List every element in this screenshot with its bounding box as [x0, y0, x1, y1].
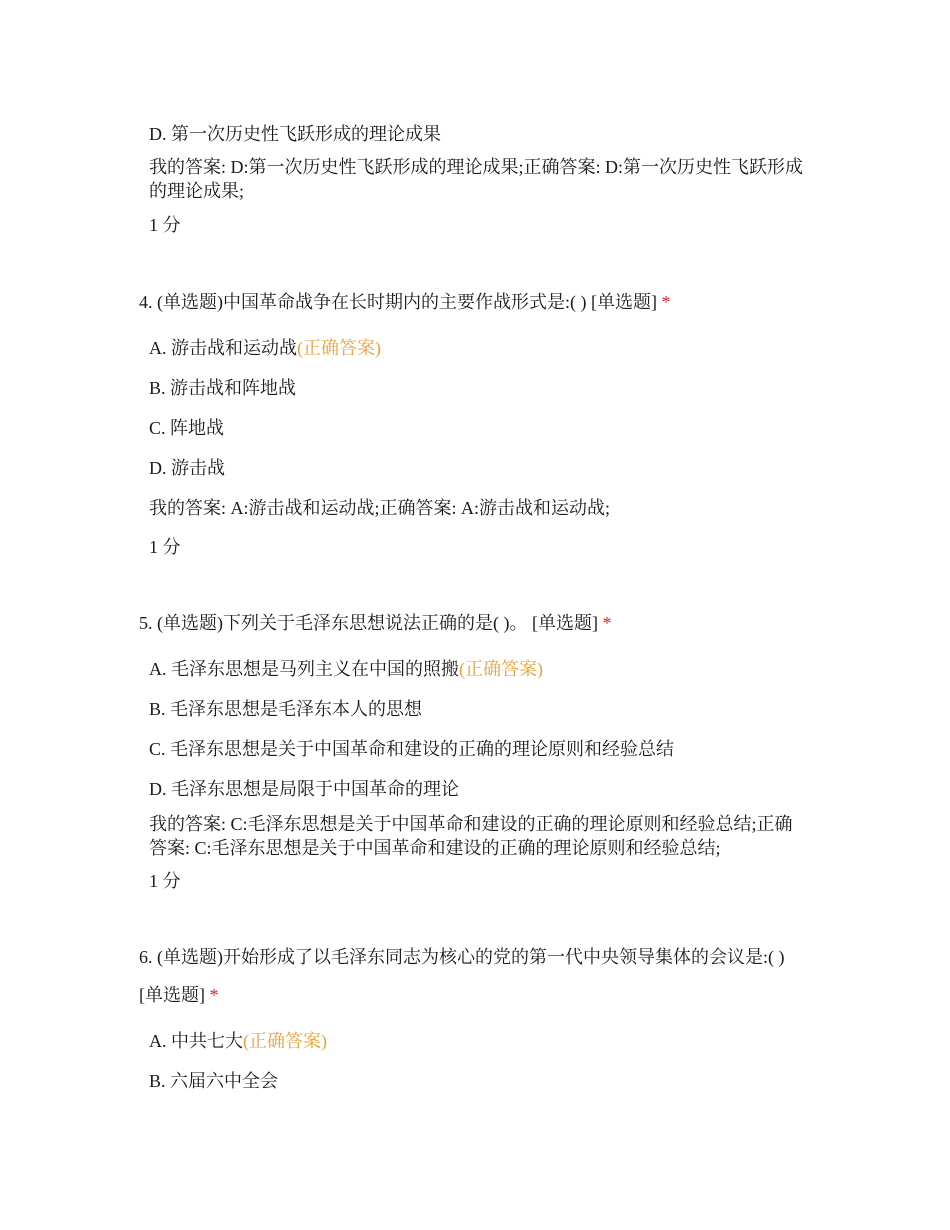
q4-option-d-text: D. 游击战: [149, 458, 225, 478]
q6-title-text-2: [单选题]: [139, 985, 210, 1005]
q5-option-d: [149, 777, 459, 801]
q6-required-marker: *: [209, 985, 219, 1005]
q5-answer-text: 我的答案: C:毛泽东思想是关于中国革命和建设的正确的理论原则和经验总结;正确答案: C:毛泽东思想是关于中国革命和建设的正确的理论原则和经验总结;: [149, 814, 793, 858]
q6-title-text: 6. (单选题)开始形成了以毛泽东同志为核心的党的第一代中央领导集体的会议是:( ): [139, 947, 785, 967]
q5-option-b-text: B. 毛泽东思想是毛泽东本人的思想: [149, 699, 423, 719]
q5-answer: [149, 812, 809, 860]
q3-answer-text: 我的答案: D:第一次历史性飞跃形成的理论成果;正确答案: D:第一次历史性飞跃形成的理论成果;: [149, 157, 803, 201]
q6-correct-marker: (正确答案): [243, 1031, 327, 1051]
q5-option-c: [149, 737, 674, 761]
q4-option-c: [149, 416, 224, 440]
q4-answer-text: 我的答案: A:游击战和运动战;正确答案: A:游击战和运动战;: [149, 498, 611, 518]
q6-title: [139, 945, 784, 969]
q5-option-a: [149, 657, 543, 681]
q5-title-text: 5. (单选题)下列关于毛泽东思想说法正确的是( )。 [单选题]: [139, 613, 603, 633]
q4-title: [139, 290, 670, 314]
q4-answer: [149, 496, 610, 520]
q4-option-a: [149, 336, 381, 360]
q4-option-b: [149, 376, 296, 400]
q4-option-c-text: C. 阵地战: [149, 418, 225, 438]
q5-score-text: 1 分: [149, 871, 181, 891]
q5-option-d-text: D. 毛泽东思想是局限于中国革命的理论: [149, 779, 459, 799]
q4-title-text: 4. (单选题)中国革命战争在长时期内的主要作战形式是:( ) [单选题]: [139, 292, 662, 312]
q3-option-d: [149, 122, 441, 146]
q4-option-b-text: B. 游击战和阵地战: [149, 378, 297, 398]
q4-option-a-text: A. 游击战和运动战: [149, 338, 297, 358]
q5-option-c-text: C. 毛泽东思想是关于中国革命和建设的正确的理论原则和经验总结: [149, 739, 675, 759]
q5-required-marker: *: [602, 613, 612, 633]
q5-option-b: [149, 697, 422, 721]
q3-answer: [149, 155, 809, 203]
q4-option-d: [149, 456, 225, 480]
q4-score: [149, 535, 181, 559]
q5-correct-marker: (正确答案): [459, 659, 543, 679]
q4-required-marker: *: [661, 292, 671, 312]
q3-option-d-text: D. 第一次历史性飞跃形成的理论成果: [149, 124, 441, 144]
q6-option-b-text: B. 六届六中全会: [149, 1071, 279, 1091]
q3-score: [149, 213, 181, 237]
q6-option-a-text: A. 中共七大: [149, 1031, 243, 1051]
q5-title: [139, 611, 611, 635]
q5-option-a-text: A. 毛泽东思想是马列主义在中国的照搬: [149, 659, 459, 679]
q3-score-text: 1 分: [149, 215, 181, 235]
q5-score: [149, 869, 181, 893]
q6-title-continued: [139, 983, 219, 1007]
q4-score-text: 1 分: [149, 537, 181, 557]
q6-option-b: [149, 1069, 278, 1093]
q4-correct-marker: (正确答案): [297, 338, 381, 358]
q6-option-a: [149, 1029, 327, 1053]
